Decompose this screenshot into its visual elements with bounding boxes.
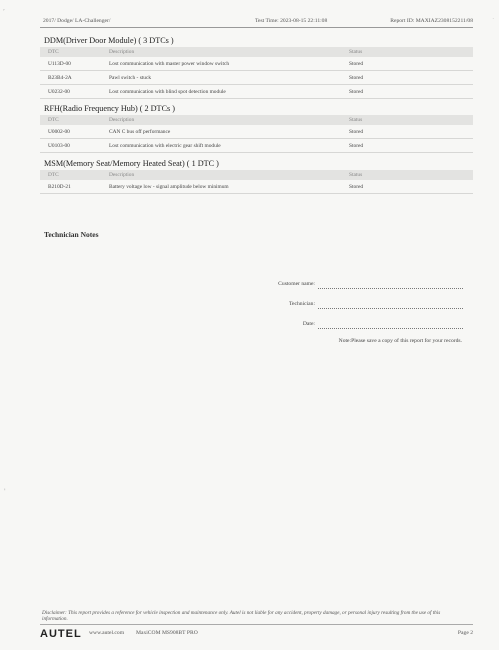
date-line (318, 328, 463, 329)
section-title: MSM(Memory Seat/Memory Heated Seat) ( 1 DTC ) (44, 159, 219, 168)
dtc-status: Stored (349, 139, 473, 153)
corner-mark-top-left: , (3, 5, 5, 12)
dtc-description: Pawl switch - stuck (109, 71, 349, 85)
column-header-dtc: DTC (40, 115, 109, 125)
report-id: Report ID: MAXIAZ2308152211/08 (390, 18, 473, 24)
technician-notes-title: Technician Notes (44, 230, 99, 239)
header-divider (40, 27, 473, 28)
customer-name-line (318, 288, 463, 289)
dtc-status: Stored (349, 57, 473, 71)
technician-label: Technician: (288, 301, 315, 307)
table-header-row (40, 47, 473, 57)
scan-mark-left-middle: ' (4, 488, 6, 495)
column-header-description: Description (109, 47, 349, 57)
vehicle-info: 2017/ Dodge/ LA-Challenger/ (43, 18, 111, 24)
section-msm (40, 158, 473, 194)
section-rfh (40, 103, 473, 153)
column-header-status: Status (349, 47, 473, 57)
table-row (40, 71, 473, 85)
dtc-description: CAN C bus off performance (109, 125, 349, 139)
dtc-code: U0103-00 (40, 139, 109, 153)
table-row (40, 125, 473, 139)
column-header-status: Status (349, 115, 473, 125)
section-title: RFH(Radio Frequency Hub) ( 2 DTCs ) (44, 104, 175, 113)
date-field (260, 320, 463, 330)
column-header-description: Description (109, 115, 349, 125)
dtc-status: Stored (349, 125, 473, 139)
table-row (40, 57, 473, 71)
test-time: Test Time: 2023-08-15 22:11:08 (255, 18, 328, 24)
column-header-dtc: DTC (40, 170, 109, 180)
dtc-status: Stored (349, 85, 473, 99)
column-header-description: Description (109, 170, 349, 180)
column-header-status: Status (349, 170, 473, 180)
table-header-row (40, 115, 473, 125)
footer-divider (40, 624, 473, 625)
dtc-code: B23B4-2A (40, 71, 109, 85)
dtc-code: U0002-00 (40, 125, 109, 139)
dtc-status: Stored (349, 71, 473, 85)
table-row (40, 139, 473, 153)
dtc-code: B210D-21 (40, 180, 109, 194)
customer-name-field (260, 280, 463, 290)
dtc-table (40, 115, 473, 153)
report-footer (40, 628, 473, 640)
page-number: Page 2 (457, 630, 473, 636)
table-header-row (40, 170, 473, 180)
column-header-dtc: DTC (40, 47, 109, 57)
section-title: DDM(Driver Door Module) ( 3 DTCs ) (44, 36, 174, 45)
date-label: Date: (302, 321, 315, 327)
report-header (40, 15, 473, 27)
section-ddm (40, 35, 473, 99)
table-row (40, 85, 473, 99)
save-copy-note: Note:Please save a copy of this report for your records. (338, 338, 462, 344)
dtc-description: Lost communication with blind spot detection module (109, 85, 349, 99)
dtc-code: U113D-00 (40, 57, 109, 71)
table-row (40, 180, 473, 194)
disclaimer: Disclaimer: This report provides a reference for vehicle inspection and maintenance only. Autel is not liable for any accident, property damage, or personal injury resulting from the use of this information. (42, 610, 441, 622)
dtc-status: Stored (349, 180, 473, 194)
dtc-table (40, 170, 473, 194)
technician-field (260, 300, 463, 310)
dtc-table (40, 47, 473, 99)
dtc-description: Lost communication with master power window switch (109, 57, 349, 71)
technician-line (318, 308, 463, 309)
customer-name-label: Customer name: (278, 281, 315, 287)
scan-mark-right-top: · (492, 16, 494, 22)
website: www.autel.com (89, 630, 125, 636)
dtc-code: U0232-00 (40, 85, 109, 99)
autel-logo: AUTEL (40, 628, 82, 640)
dtc-description: Battery voltage low - signal amplitude below minimum (109, 180, 349, 194)
device-model: MaxiCOM MS908BT PRO (136, 630, 198, 636)
dtc-description: Lost communication with electric gear shift module (109, 139, 349, 153)
